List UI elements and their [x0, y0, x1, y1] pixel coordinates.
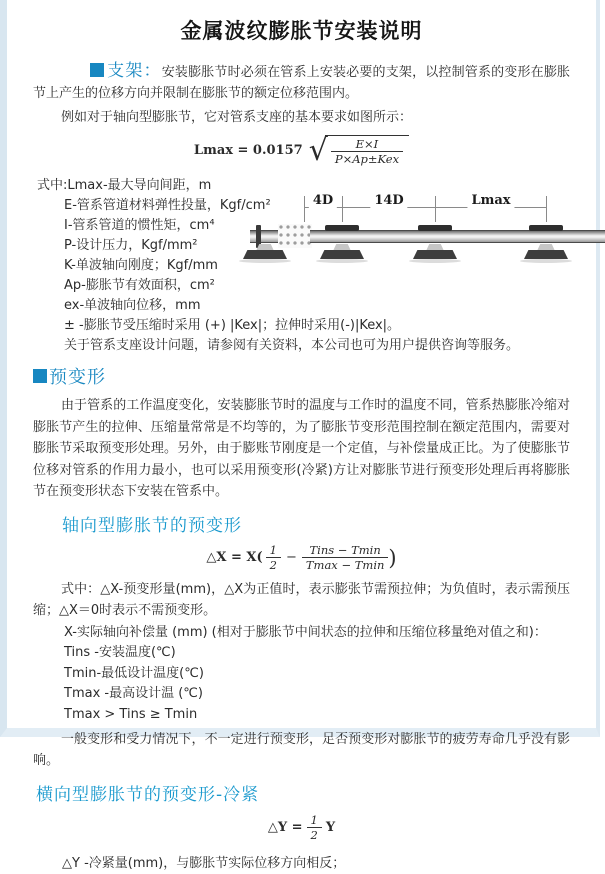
support-clamp — [325, 225, 359, 231]
pipe-guide-support — [320, 194, 364, 268]
definition-line: 式中:Lmax-最大导向间距，m — [37, 178, 212, 193]
temp-numerator: Tins − Tmin — [302, 543, 389, 558]
half-denominator: 2 — [269, 558, 277, 572]
predeform-heading: 预变形 — [49, 367, 106, 388]
half-numerator: 1 — [266, 543, 281, 558]
lmax-formula-lhs: Lmax = 0.0157 — [193, 142, 303, 158]
page-title: 金属波纹膨胀节安装说明 — [180, 19, 423, 43]
support-saddle — [426, 244, 444, 251]
support-clamp — [418, 225, 452, 231]
support-heading: 支架： — [107, 61, 162, 81]
support-clamp — [529, 225, 563, 231]
support-saddle — [537, 244, 555, 251]
temp-line: Tins -安装温度(℃) — [64, 645, 176, 660]
support-paragraph — [33, 61, 570, 104]
lateral-heading: 横向型膨胀节的预变形-冷紧 — [36, 785, 260, 805]
support-example-line: 例如对于轴向型膨胀节，它对管系支座的基本要求如图所示： — [61, 110, 413, 125]
section-square-icon — [33, 369, 47, 383]
support-base — [320, 250, 364, 259]
support-base — [524, 250, 568, 259]
closing-paren: ) — [388, 545, 397, 570]
support-base — [413, 250, 457, 259]
half-denominator: 2 — [310, 827, 318, 842]
half-numerator: 1 — [307, 813, 322, 828]
lmax-fraction — [331, 137, 403, 166]
temp-denominator: Tmax − Tmin — [305, 558, 385, 572]
dim-label-4d: 4D — [309, 193, 337, 208]
dim-label-14d: 14D — [370, 193, 407, 208]
lateral-formula — [7, 812, 596, 842]
minus-sign: − — [285, 550, 297, 565]
support-base — [243, 250, 287, 259]
pipe-guide-support — [413, 194, 457, 268]
axial-note-x: X-实际轴向补偿量 (mm) (相对于膨胀节中间状态的拉伸和压缩位移量绝对值之和)： — [64, 624, 547, 640]
definition-line: E-管系管道材料弹性投量，Kgf/cm² — [64, 198, 271, 213]
lateral-formula-rhs: Y — [325, 819, 336, 835]
definition-line: K-单波轴向刚度；Kgf/mm — [64, 258, 218, 273]
lmax-formula — [7, 132, 596, 168]
section-square-icon — [90, 63, 104, 77]
support-shadow — [520, 259, 572, 263]
cold-tighten-note: △Y -冷紧量(mm)，与膨胀节实际位移方向相反； — [62, 856, 346, 871]
lateral-formula-lhs: △Y = — [267, 819, 303, 835]
sqrt-radical — [309, 135, 409, 166]
sqrt-body — [325, 135, 409, 166]
axial-note-main: 式中：△X-预变形量(mm)，△X为正值时，表示膨张节需预拉伸；为负值时，表示需预压缩；△X＝0时表示不需预变形。 — [33, 581, 570, 618]
support-intro-text: 安装膨胀节时必须在管系上安装必要的支架，以控制管系的变形在膨胀节上产生的位移方向并限制在膨胀节的额定位移范围内。 — [33, 65, 570, 101]
dimension-tick — [304, 196, 305, 222]
lmax-fraction-denominator: P×Ap±Kex — [334, 151, 400, 166]
temperature-fraction — [302, 543, 389, 572]
axial-formula — [7, 541, 596, 575]
half-fraction — [266, 543, 281, 572]
definition-line: I-管系管道的惯性矩，cm⁴ — [64, 218, 215, 233]
pipe-support-diagram — [250, 194, 605, 268]
lmax-fraction-numerator: E×I — [331, 137, 403, 152]
support-shadow — [409, 259, 461, 263]
pipe-anchor-support — [243, 194, 287, 268]
temp-line: Tmin-最低设计温度(℃) — [64, 665, 204, 681]
definition-line: P-设计压力，Kgf/mm² — [64, 238, 198, 253]
support-saddle — [333, 244, 351, 251]
definition-line: ± -膨胀节受压缩时采用 (+) |Kex|；拉伸时采用(-)|Kex|。 — [64, 318, 401, 333]
temp-line: Tmax > Tins ≥ Tmin — [64, 706, 198, 722]
definition-line: ex-单波轴向位移，mm — [64, 298, 201, 313]
definition-line: 关于管系支座设计问题，请参阅有关资料，本公司也可为用户提供咨询等服务。 — [64, 338, 520, 353]
axial-note-general: 一般变形和受力情况下，不一定进行预变形，足否预变形对膨胀节的疲劳寿命几乎没有影响。 — [33, 732, 570, 768]
definition-line: Ap-膨胀节有效面积，cm² — [64, 278, 215, 293]
dim-label-lmax: Lmax — [467, 193, 514, 208]
temp-line: Tmax -最高设计温 (℃) — [64, 686, 203, 701]
axial-heading: 轴向型膨胀节的预变形 — [62, 515, 242, 536]
sqrt-symbol-icon: √ — [308, 133, 328, 168]
support-saddle — [256, 244, 274, 251]
half-fraction — [307, 813, 322, 842]
support-shadow — [239, 259, 291, 263]
support-shadow — [316, 259, 368, 263]
predeform-paragraph: 由于管系的工作温度变化，安装膨胀节时的温度与工作时的温度不同，管系热膨胀冷缩对膨胀节产生的拉伸、压缩量常常是不均等的，为了膨胀节变形范围控制在额定范围内，需要对膨胀节采取预变形处理。另外，由于膨账节刚度是一个定值，与补偿量成正比。为了使膨胀节位移对管系的作用力最小，也可以采用预变形(冷紧)方让对膨胀节进行预变形处理后再将膨胀节在预变形状态下安装在管系中。 — [33, 398, 570, 499]
predeform-heading-row — [33, 363, 596, 389]
axial-formula-lhs: △X = X( — [206, 550, 263, 565]
pipe-guide-support — [524, 194, 568, 268]
